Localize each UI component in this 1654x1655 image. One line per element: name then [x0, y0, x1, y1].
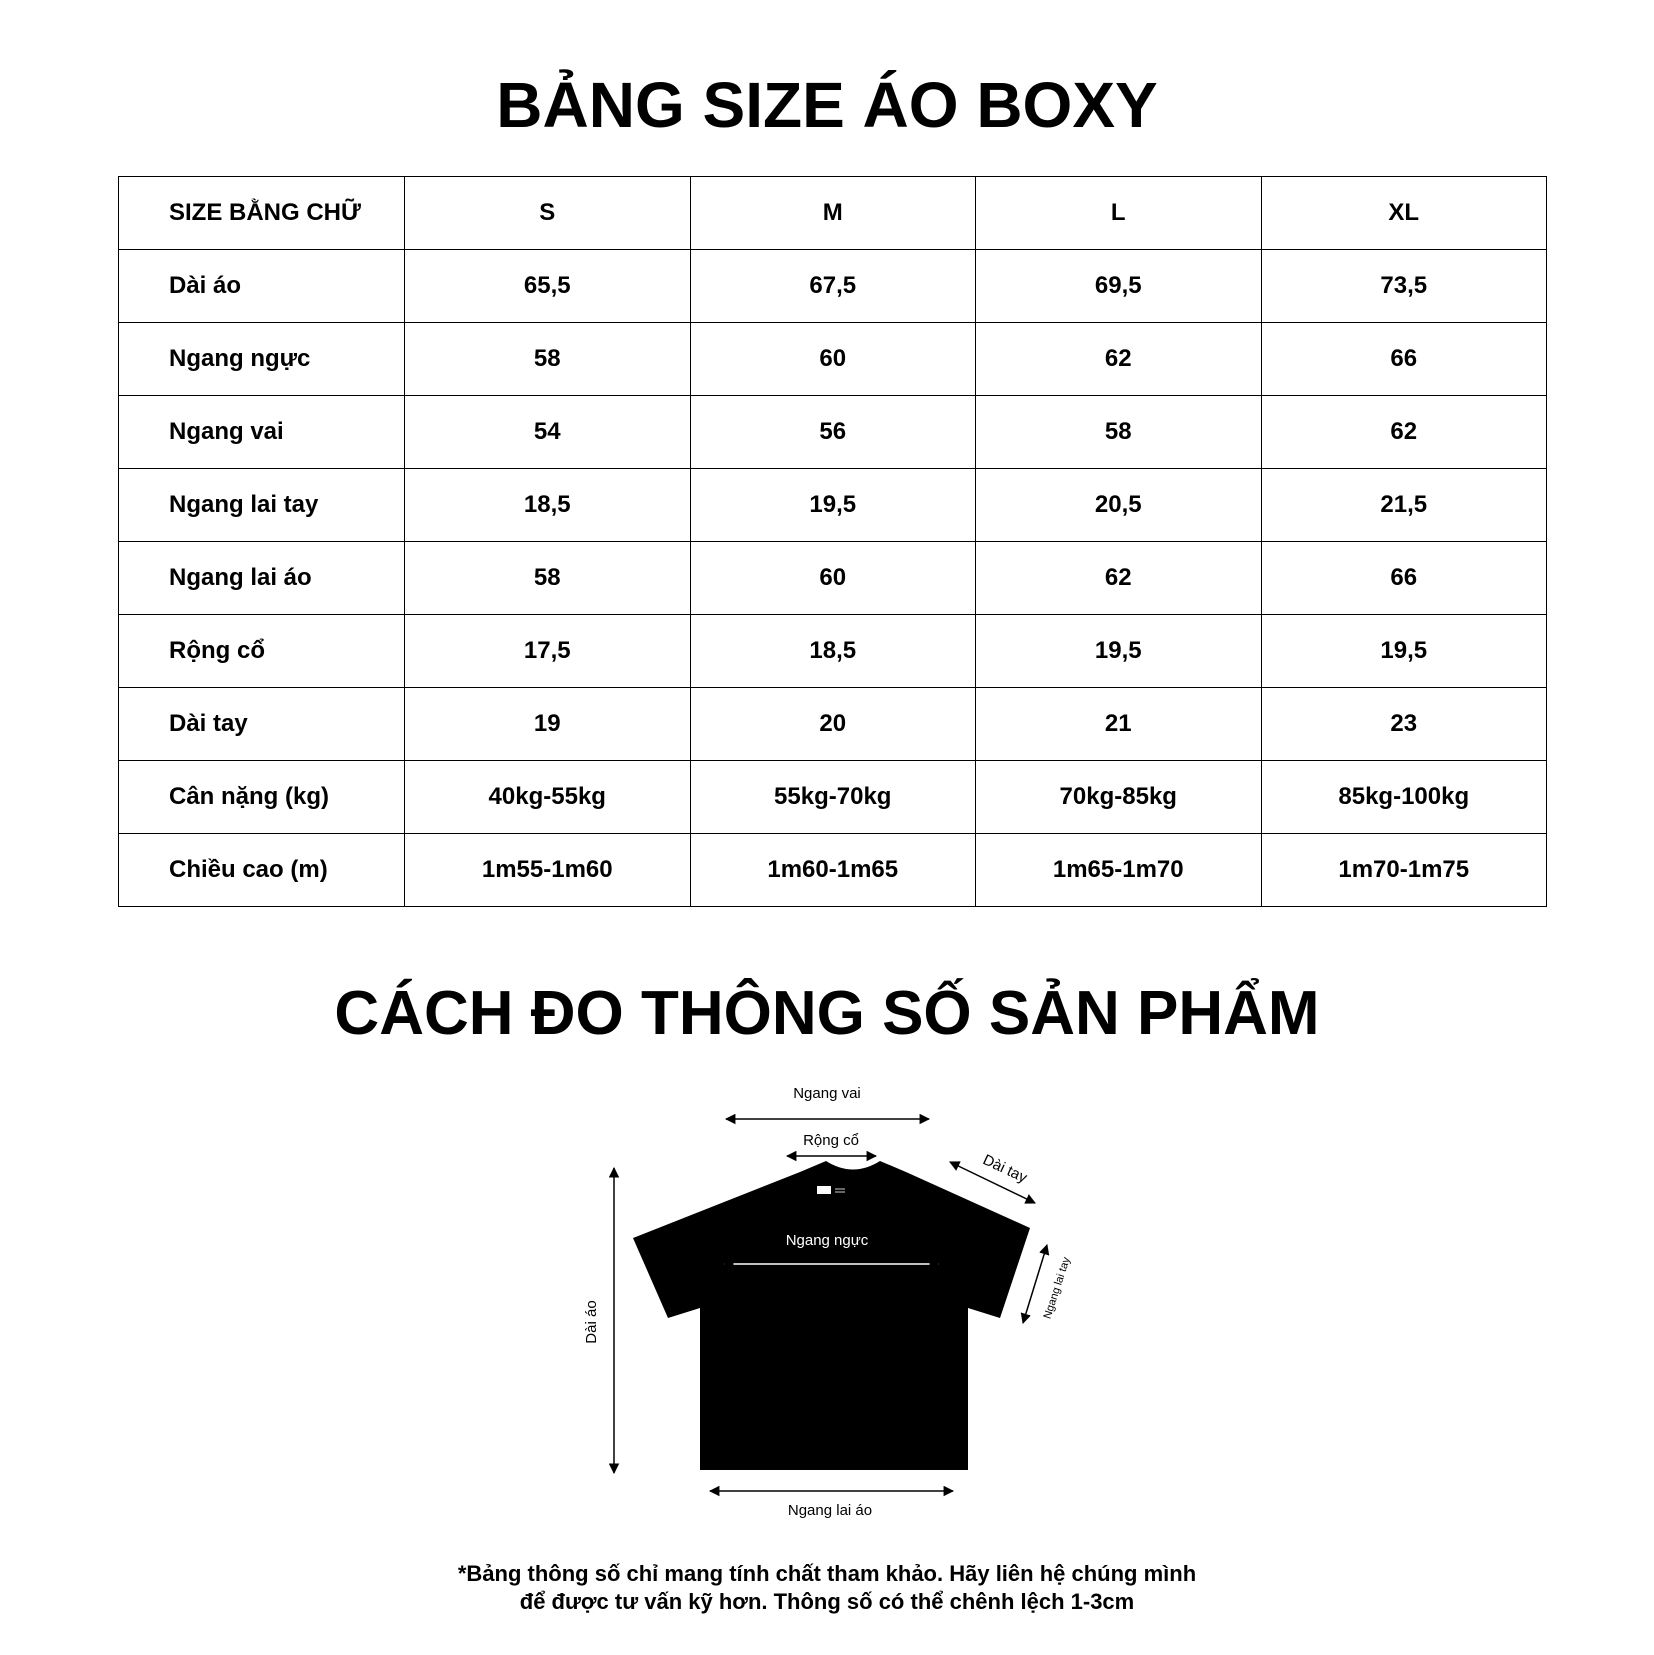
table-cell: 62	[1261, 396, 1547, 469]
header-cell-size: M	[690, 177, 976, 250]
row-label: Ngang lai tay	[119, 469, 405, 542]
note-line-2: để được tư vấn kỹ hơn. Thông số có thể chênh lệch 1-3cm	[519, 1589, 1135, 1614]
header-cell-size: XL	[1261, 177, 1547, 250]
table-cell: 67,5	[690, 250, 976, 323]
table-cell: 19,5	[1261, 615, 1547, 688]
table-cell: 40kg-55kg	[405, 761, 691, 834]
table-cell: 70kg-85kg	[976, 761, 1262, 834]
row-label: Ngang vai	[119, 396, 405, 469]
table-cell: 65,5	[405, 250, 691, 323]
table-cell: 21	[976, 688, 1262, 761]
table-cell: 1m60-1m65	[690, 834, 976, 907]
table-cell: 69,5	[976, 250, 1262, 323]
table-cell: 21,5	[1261, 469, 1547, 542]
table-cell: 1m55-1m60	[405, 834, 691, 907]
row-label: Ngang lai áo	[119, 542, 405, 615]
table-cell: 54	[405, 396, 691, 469]
table-cell: 73,5	[1261, 250, 1547, 323]
page-title: BẢNG SIZE ÁO BOXY	[496, 69, 1158, 141]
measure-title: CÁCH ĐO THÔNG SỐ SẢN PHẨM	[334, 979, 1320, 1048]
ngang-nguc-label: Ngang ngực	[785, 1232, 869, 1249]
row-label: Dài tay	[119, 688, 405, 761]
shirt-logo-tag	[817, 1186, 831, 1194]
header-cell-label: SIZE BẰNG CHỮ	[119, 177, 405, 250]
table-cell: 18,5	[405, 469, 691, 542]
table-cell: 20	[690, 688, 976, 761]
table-cell: 58	[405, 323, 691, 396]
table-cell: 19,5	[690, 469, 976, 542]
table-cell: 1m65-1m70	[976, 834, 1262, 907]
table-cell: 55kg-70kg	[690, 761, 976, 834]
table-cell: 56	[690, 396, 976, 469]
ngang-vai-label: Ngang vai	[793, 1085, 861, 1102]
table-cell: 20,5	[976, 469, 1262, 542]
dai-tay-label: Dài tay	[980, 1151, 1030, 1187]
table-cell: 23	[1261, 688, 1547, 761]
row-label: Ngang ngực	[119, 323, 405, 396]
header-cell-size: L	[976, 177, 1262, 250]
table-cell: 18,5	[690, 615, 976, 688]
table-cell: 60	[690, 542, 976, 615]
note-line-1: *Bảng thông số chỉ mang tính chất tham khảo. Hãy liên hệ chúng mình	[457, 1561, 1197, 1586]
table-cell: 62	[976, 323, 1262, 396]
table-cell: 66	[1261, 542, 1547, 615]
row-label: Dài áo	[119, 250, 405, 323]
row-label: Cân nặng (kg)	[119, 761, 405, 834]
row-label: Chiều cao (m)	[119, 834, 405, 907]
table-cell: 1m70-1m75	[1261, 834, 1547, 907]
rong-co-label: Rộng cổ	[803, 1132, 859, 1149]
table-cell: 58	[405, 542, 691, 615]
table-cell: 66	[1261, 323, 1547, 396]
dai-ao-label: Dài áo	[583, 1300, 600, 1344]
ngang-lai-ao-label: Ngang lai áo	[787, 1502, 873, 1519]
table-cell: 85kg-100kg	[1261, 761, 1547, 834]
row-label: Rộng cổ	[119, 615, 405, 688]
table-cell: 19	[405, 688, 691, 761]
ngang-lai-tay-label: Ngang lai tay	[1041, 1255, 1073, 1321]
table-cell: 17,5	[405, 615, 691, 688]
table-cell: 19,5	[976, 615, 1262, 688]
table-cell: 60	[690, 323, 976, 396]
table-cell: 58	[976, 396, 1262, 469]
tshirt-shape	[633, 1161, 1030, 1470]
header-cell-size: S	[405, 177, 691, 250]
table-cell: 62	[976, 542, 1262, 615]
